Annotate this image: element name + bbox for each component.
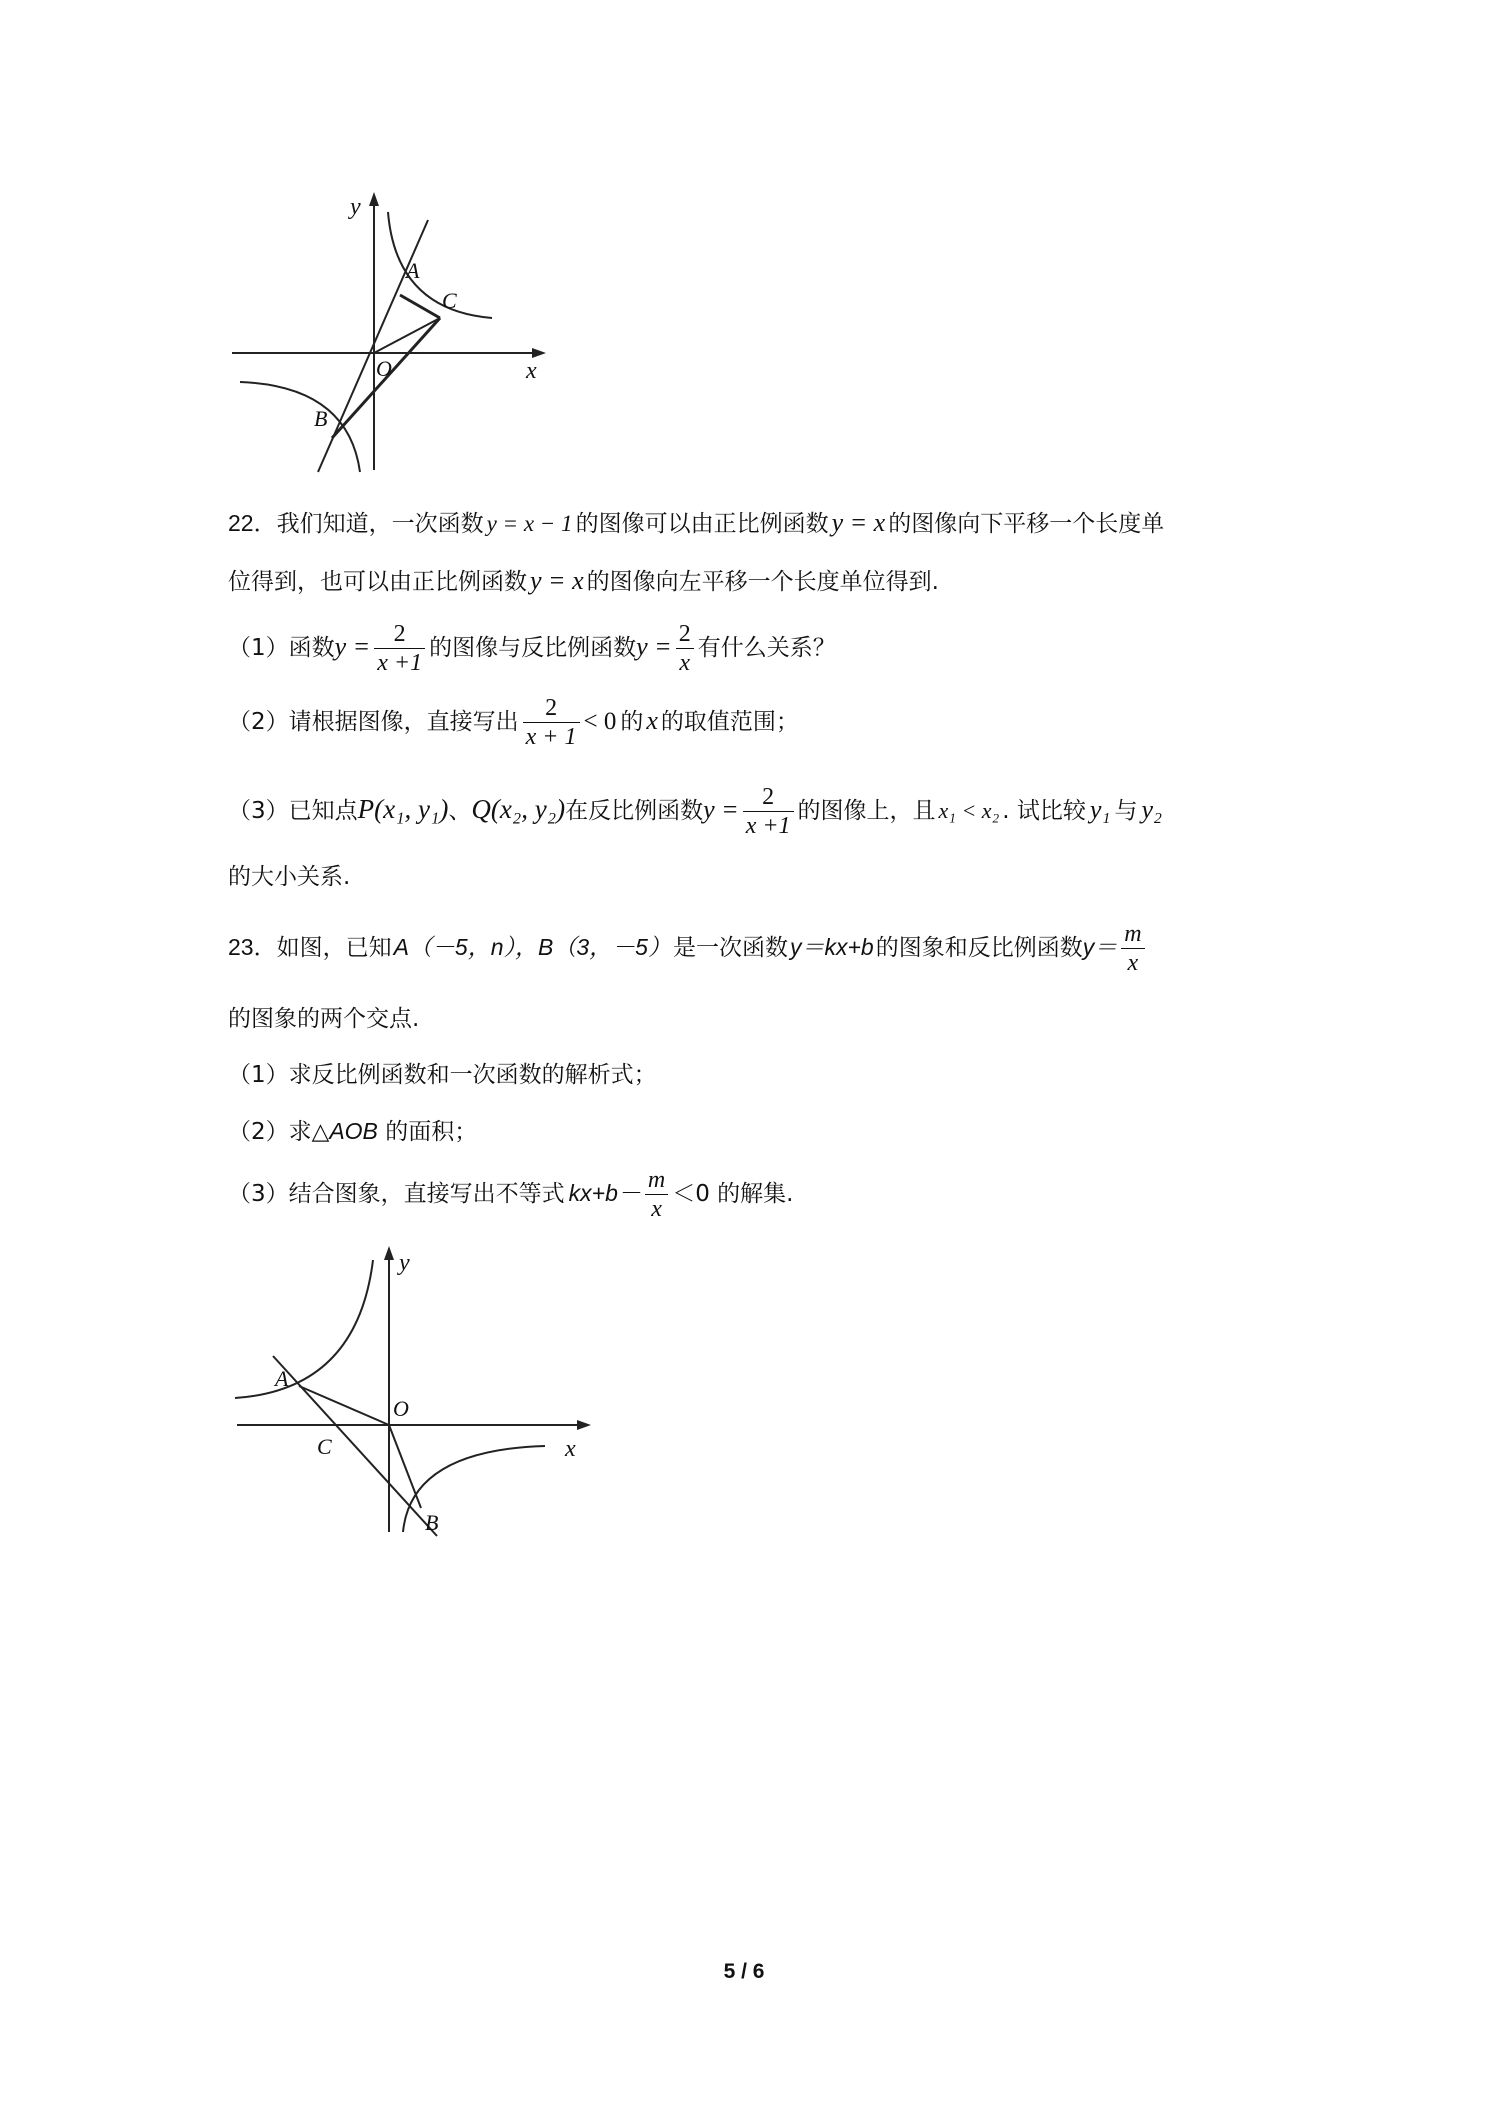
q22-p3-y2: y₂ — [1141, 795, 1163, 824]
label-x: x — [526, 358, 537, 384]
denominator: x — [645, 1194, 668, 1223]
numerator: m — [1124, 921, 1142, 947]
q22-p1-mid: 的图像与反比例函数 — [429, 635, 637, 661]
label-c: C — [317, 1434, 332, 1459]
q23-p2-c: 的面积； — [377, 1119, 478, 1145]
q22-p1-fraction — [374, 620, 425, 677]
segment-ac — [400, 295, 440, 318]
q22-p1-lhs2: y = — [636, 632, 672, 661]
label-a: A — [406, 258, 420, 283]
q22-p3-lhs: y = — [703, 795, 739, 824]
q22-number: 22． — [228, 510, 277, 536]
q22-p2-mid: 的 — [620, 709, 644, 735]
y-axis-arrow — [384, 1246, 394, 1260]
q22-intro-c: 的图像向下平移一个长度单 — [888, 511, 1165, 537]
q22-p3-pt1: P(x₁, y₁) — [357, 794, 449, 824]
q22-p1-fraction-2 — [676, 620, 694, 677]
q23-intro-b: A（－5，n），B（3，－5） — [393, 934, 671, 960]
q23-line-2: 的图象的两个交点. — [228, 1006, 420, 1032]
numerator: m — [647, 1167, 666, 1193]
segment-oa — [299, 1386, 389, 1425]
q22-p3-and: 与 — [1114, 798, 1138, 824]
q22-line-2 — [228, 566, 939, 597]
denominator: x — [1121, 948, 1144, 977]
q22-p3-mid: 在反比例函数 — [565, 798, 704, 824]
q22-intro-a: 我们知道，一次函数 — [276, 511, 484, 537]
q23-p3-fraction — [645, 1166, 668, 1223]
q23-fraction — [1121, 920, 1144, 977]
hyperbola-branch-upper-left — [235, 1260, 373, 1398]
q22-p2-ineq: < 0 — [583, 708, 617, 735]
label-a: A — [275, 1366, 289, 1391]
q22-p3-mid3: . 试比较 — [1002, 798, 1086, 824]
q23-intro-d: 的图象和反比例函数 — [875, 935, 1083, 961]
y-axis-arrow — [369, 192, 379, 206]
line-ab — [273, 1356, 437, 1536]
label-b: B — [425, 1510, 439, 1535]
q23-part-3 — [228, 1162, 793, 1225]
denominator: x — [676, 648, 694, 677]
denominator: x + 1 — [523, 722, 580, 751]
q23-intro-c: 是一次函数 — [672, 935, 788, 961]
q22-p2-var: x — [646, 706, 658, 735]
q22-p3-fraction — [743, 783, 794, 840]
q22-eq3: y = x — [530, 566, 584, 595]
q22-p2-tail: 的取值范围； — [660, 709, 799, 735]
q23-p2-b: AOB — [329, 1118, 378, 1144]
numerator: 2 — [545, 695, 558, 721]
q22-part-2 — [228, 690, 799, 753]
x-axis-arrow — [577, 1420, 591, 1430]
q22-p3-sep: 、 — [448, 798, 472, 824]
q23-p3-a: （3）结合图象，直接写出不等式 — [228, 1181, 565, 1207]
q22-part-1 — [228, 616, 836, 679]
label-y: y — [350, 194, 361, 220]
q22-p3-cond: x₁ < x₂ — [938, 798, 1000, 823]
figure-2-hyperbola-line — [225, 1240, 595, 1540]
q22-line2-a: 位得到，也可以由正比例函数 — [228, 569, 527, 595]
q23-part-2 — [228, 1116, 477, 1147]
page-number: 5 / 6 — [723, 1960, 765, 1983]
label-o: O — [393, 1396, 409, 1421]
hyperbola-branch-upper — [388, 212, 492, 318]
denominator: x +1 — [374, 648, 425, 677]
q22-p1-lhs: y = — [334, 632, 371, 661]
q22-p1-label: （1）函数 — [228, 635, 335, 661]
q22-p2-label: （2）请根据图像，直接写出 — [228, 709, 519, 735]
label-c: C — [442, 288, 457, 313]
q23-p2-a: （2）求△ — [228, 1119, 330, 1145]
q23-intro-a: 如图，已知 — [276, 935, 392, 961]
q22-p3-pt2: Q(x₂, y₂) — [471, 794, 566, 824]
figure-1-hyperbola-line — [220, 190, 550, 480]
q22-part-3-line-2: 的大小关系. — [228, 864, 351, 890]
q23-line-1 — [228, 916, 1149, 979]
q22-eq2: y = x — [831, 508, 886, 537]
q23-part-1: （1）求反比例函数和一次函数的解析式； — [228, 1062, 657, 1088]
label-y: y — [399, 1250, 410, 1276]
segment-ob — [389, 1425, 421, 1508]
label-b: B — [314, 406, 328, 431]
numerator: 2 — [393, 621, 406, 647]
q23-eq2: y＝ — [1082, 934, 1118, 960]
q22-part-3 — [228, 778, 1166, 842]
label-x: x — [565, 1436, 576, 1462]
q22-p3-label: （3）已知点 — [228, 798, 358, 824]
q22-line-1 — [228, 508, 1164, 539]
q23-p3-b: kx+b－ — [568, 1180, 641, 1206]
q22-eq1: y = x − 1 — [486, 511, 573, 536]
q22-line2-b: 的图像向左平移一个长度单位得到. — [586, 569, 939, 595]
q23-number: 23． — [228, 934, 277, 960]
q22-intro-b: 的图像可以由正比例函数 — [575, 511, 829, 537]
q23-p3-c: ＜0 的解集. — [672, 1181, 794, 1207]
q22-p3-y1: y₁ — [1089, 795, 1111, 824]
q22-p3-mid2: 的图像上，且 — [797, 798, 936, 824]
numerator: 2 — [762, 784, 775, 810]
q22-p1-tail: 有什么关系？ — [697, 635, 836, 661]
denominator: x +1 — [743, 811, 794, 840]
x-axis-arrow — [532, 348, 546, 358]
q22-p2-fraction — [523, 694, 580, 751]
numerator: 2 — [678, 621, 691, 647]
q23-eq1: y＝kx+b — [789, 934, 874, 960]
label-o: O — [376, 356, 392, 381]
